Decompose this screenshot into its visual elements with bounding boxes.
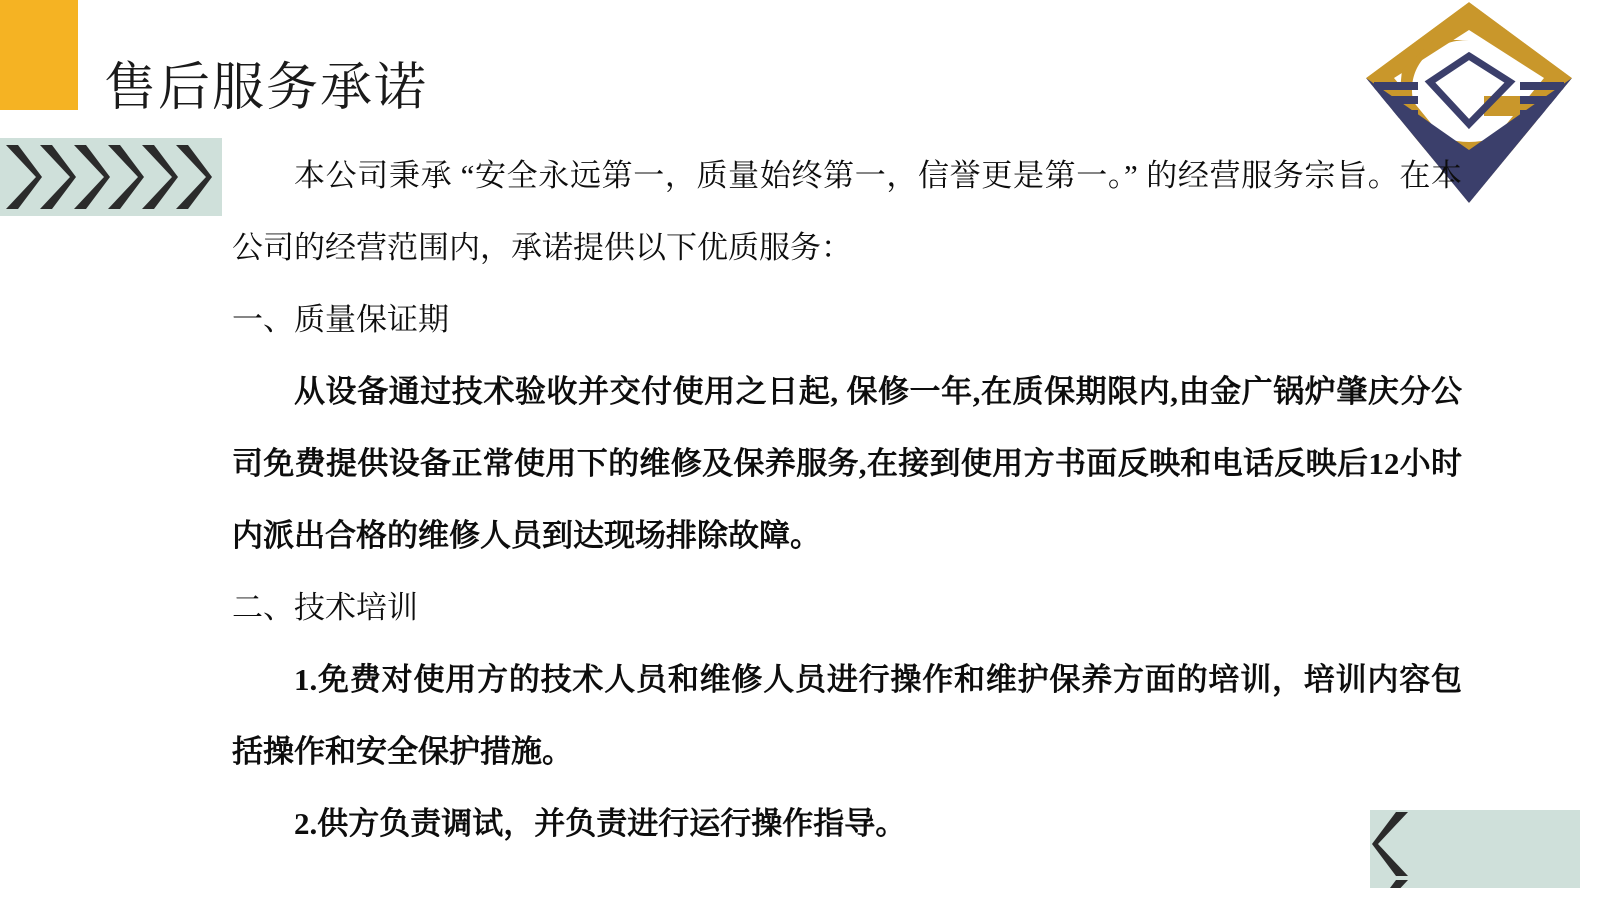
section-heading-2: 二、技术培训 bbox=[232, 590, 418, 625]
section-body-1: 从设备通过技术验收并交付使用之日起, 保修一年,在质保期限内,由金广锅炉肇庆分公司免费提供设备正常使用下的维修及保养服务,在接到使用方书面反映和电话反映后12小时内派出合格的维修人员到达现场排除故障。 bbox=[232, 374, 1462, 553]
chevron-band-left bbox=[0, 138, 222, 216]
section-2-item-2: 2.供方负责调试，并负责进行运行操作指导。 bbox=[294, 806, 907, 841]
paragraph-intro: 本公司秉承 “安全永远第一，质量始终第一，信誉更是第一。” 的经营服务宗旨。在本公司的经营范围内，承诺提供以下优质服务： bbox=[232, 158, 1462, 265]
section-2-item-1: 1.免费对使用方的技术人员和维修人员进行操作和维护保养方面的培训，培训内容包括操作和安全保护措施。 bbox=[232, 662, 1462, 769]
slide-body bbox=[232, 140, 1462, 860]
title-accent-block bbox=[0, 0, 78, 110]
chevron-left-icon bbox=[1370, 878, 1580, 888]
chevron-right-icon bbox=[172, 143, 214, 211]
page-title: 售后服务承诺 bbox=[104, 59, 429, 117]
section-heading-1: 一、质量保证期 bbox=[232, 302, 449, 337]
